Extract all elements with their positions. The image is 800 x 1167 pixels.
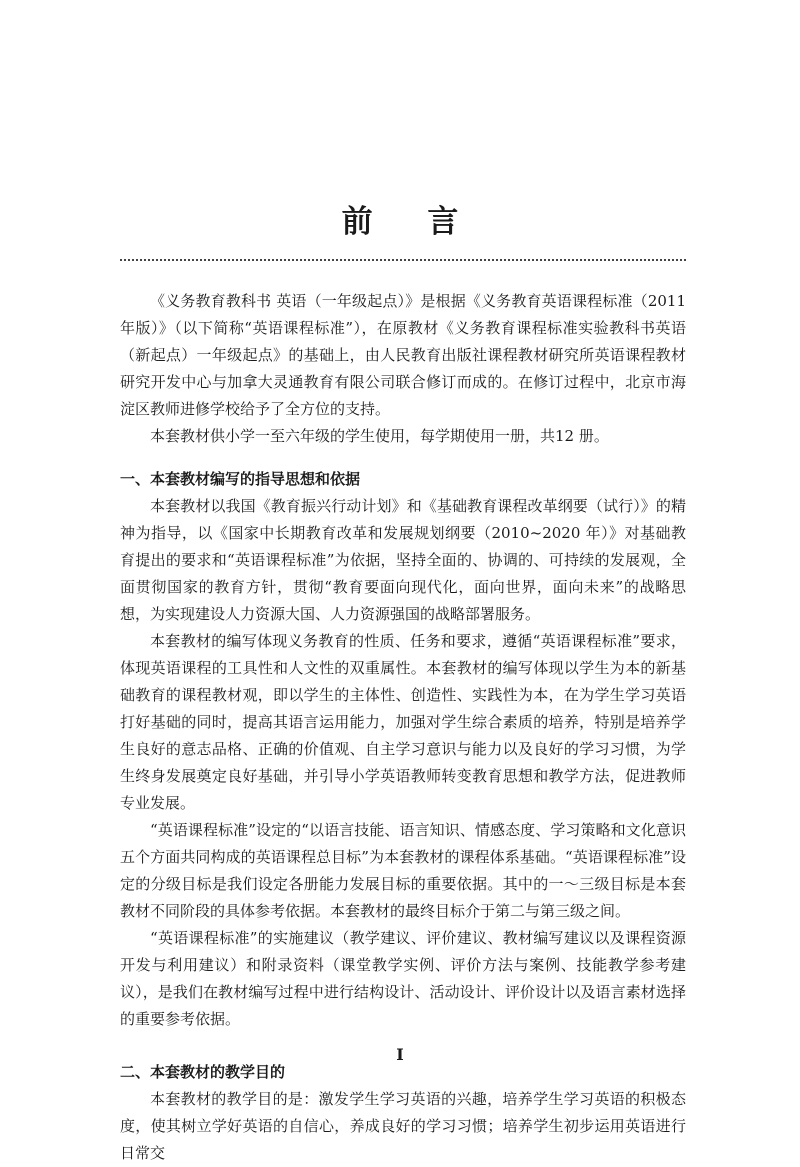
page-title: 前 言 [341,204,481,240]
section-1-heading: 一、本套教材编写的指导思想和依据 [120,470,361,488]
spacer [120,450,686,466]
intro-paragraph-1: 《义务教育教科书 英语（一年级起点）》是根据《义务教育英语课程标准（2011 年版）》（以下简称“英语课程标准”），在原教材《义务教育课程标准实验教科书英语（新起点）一年级起点》的基础上，由人民教育出版社课程教材研究所英语课程教材研究开发中心与加拿大灵通教育有限公司联合修订而成的。在修订过程中，北京市海淀区教师进修学校给予了全方位的支持。 [120,292,686,418]
page-number: I [396,1045,404,1064]
section-1-paragraph-3: “英语课程标准”设定的“以语言技能、语言知识、情感态度、学习策略和文化意识五个方面共同构成的英语课程总目标”为本套教材的课程体系基础。“英语课程标准”设定的分级目标是我们设定各册能力发展目标的重要依据。其中的一～三级目标是本套教材不同阶段的具体参考依据。本套教材的最终目标介于第二与第三级之间。 [120,821,686,920]
section-1-paragraph-1: 本套教材以我国《教育振兴行动计划》和《基础教育课程改革纲要（试行）》的精神为指导，以《国家中长期教育改革和发展规划纲要（2010~2020 年）》对基础教育提出的要求和“英语课程标准”为依据，坚持全面的、协调的、可持续的发展观，全面贯彻国家的教育方针，贯彻“教育要面向现代化，面向世界，面向未来”的战略思想，为实现建设人力资源大国、人力资源强国的战略部署服务。 [120,497,686,623]
section-1-paragraph-4: “英语课程标准”的实施建议（教学建议、评价建议、教材编写建议以及课程资源开发与利用建议）和附录资料（课堂教学实例、评价方法与案例、技能教学参考建议），是我们在教材编写过程中进行结构设计、活动设计、评价设计以及语言素材选择的重要参考依据。 [120,929,686,1028]
section-1-paragraph-2: 本套教材的编写体现义务教育的性质、任务和要求，遵循“英语课程标准”要求，体现英语课程的工具性和人文性的双重属性。本套教材的编写体现以学生为本的新基础教育的课程教材观，即以学生的主体性、创造性、实践性为本，在为学生学习英语打好基础的同时，提高其语言运用能力，加强对学生综合素质的培养，特别是培养学生良好的意志品格、正确的价值观、自主学习意识与能力以及良好的学习习惯，为学生终身发展奠定良好基础，并引导小学英语教师转变教育思想和教学方法，促进教师专业发展。 [120,632,686,812]
intro-paragraph-2: 本套教材供小学一至六年级的学生使用，每学期使用一册，共12 册。 [150,427,609,445]
dotted-divider [120,259,686,261]
section-2-heading: 二、本套教材的教学目的 [120,1063,286,1081]
section-2-paragraph-1: 本套教材的教学目的是：激发学生学习英语的兴趣，培养学生学习英语的积极态度，使其树立学好英语的自信心，养成良好的学习习惯；培养学生初步运用英语进行日常交 [120,1090,686,1162]
document-body [120,288,686,1167]
